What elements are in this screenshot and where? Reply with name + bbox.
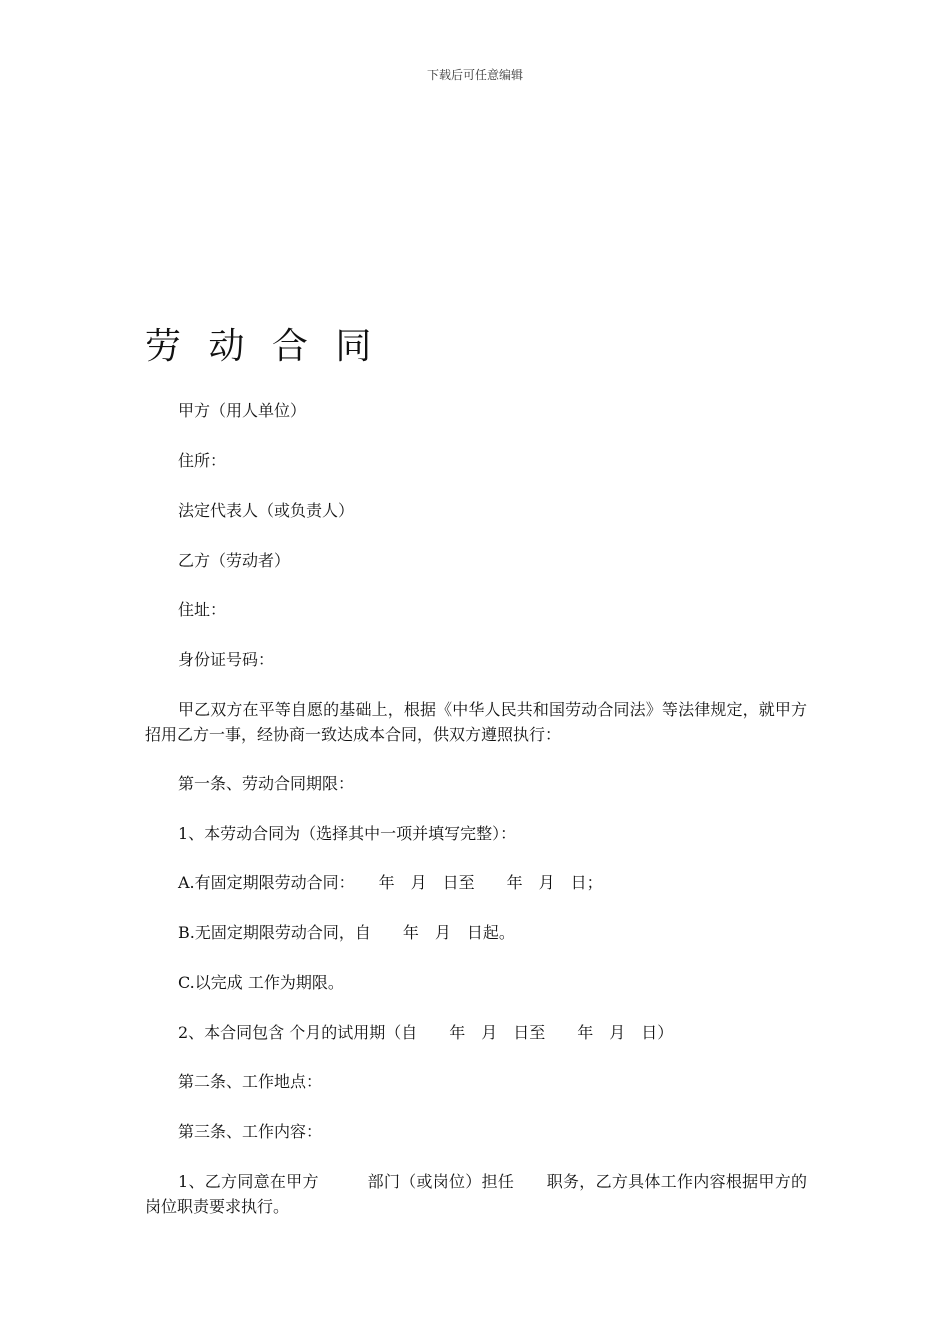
preamble-paragraph: 甲乙双方在平等自愿的基础上，根据《中华人民共和国劳动合同法》等法律规定，就甲方招用乙方一事，经协商一致达成本合同，供双方遵照执行： [145, 700, 807, 744]
party-a-address-line: 住所： [178, 451, 227, 470]
party-b-address-line: 住址： [178, 600, 227, 619]
article-1-heading: 第一条、劳动合同期限： [178, 774, 355, 793]
party-b-line: 乙方（劳动者） [178, 551, 291, 570]
page-header-note: 下载后可任意编辑 [426, 68, 523, 82]
id-number-line: 身份证号码： [178, 650, 275, 669]
article-1-clause-1: 1、本劳动合同为（选择其中一项并填写完整）： [178, 824, 517, 843]
article-2-heading: 第二条、工作地点： [178, 1072, 323, 1091]
party-a-line: 甲方（用人单位） [178, 401, 307, 420]
document-title: 劳 动 合 同 [145, 326, 380, 367]
option-a-line: A.有固定期限劳动合同： 年 月 日至 年 月 日； [178, 873, 603, 892]
option-c-line: C.以完成 工作为期限。 [178, 973, 344, 992]
article-3-clause-1: 1、乙方同意在甲方 部门（或岗位）担任 职务，乙方具体工作内容根据甲方的岗位职责要求执行。 [145, 1172, 807, 1216]
legal-representative-line: 法定代表人（或负责人） [178, 501, 355, 520]
option-b-line: B.无固定期限劳动合同，自 年 月 日起。 [178, 923, 515, 942]
probation-line: 2、本合同包含 个月的试用期（自 年 月 日至 年 月 日） [178, 1023, 674, 1042]
article-3-heading: 第三条、工作内容： [178, 1122, 323, 1141]
